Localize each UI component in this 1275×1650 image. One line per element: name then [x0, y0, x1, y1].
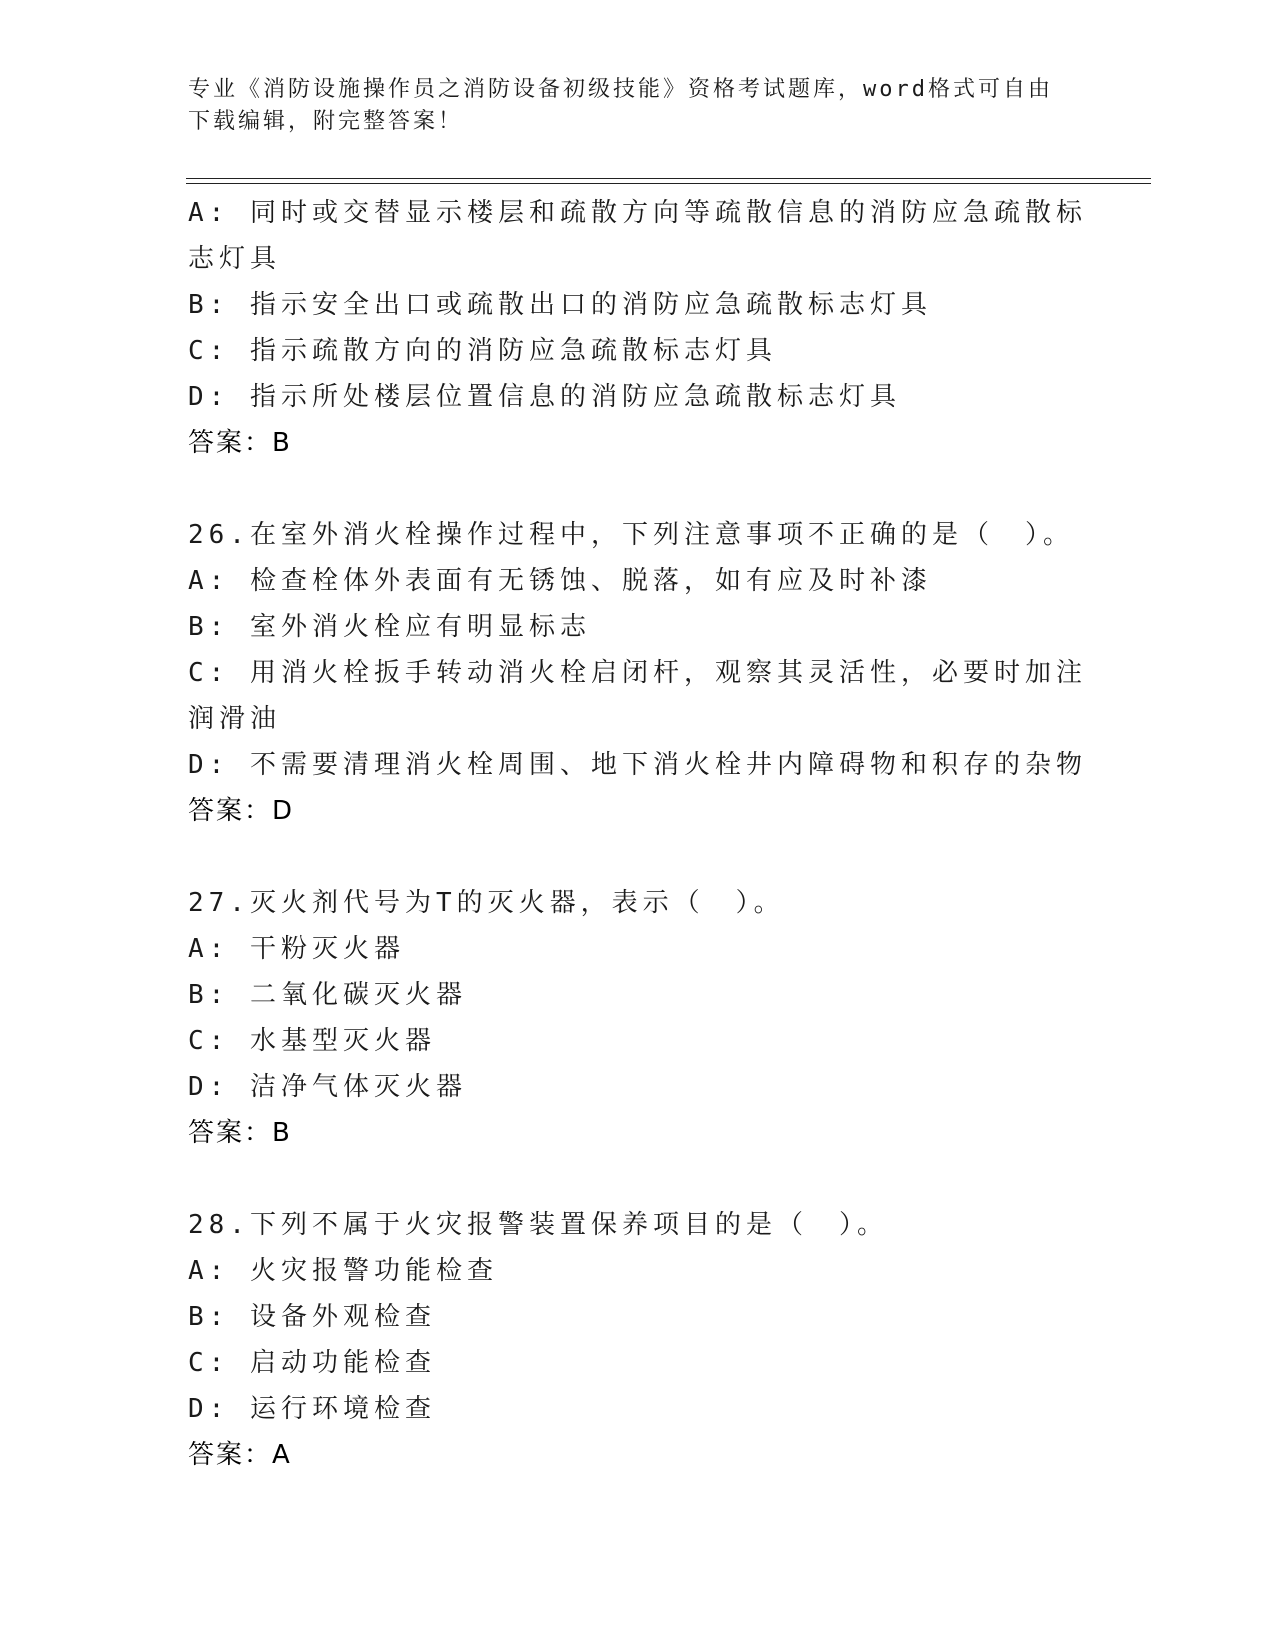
- option-d: D: 不需要清理消火栓周围、地下消火栓井内障碍物和积存的杂物: [188, 750, 1087, 780]
- option-b: B: 室外消火栓应有明显标志: [188, 612, 591, 642]
- spacer: [188, 466, 1088, 512]
- question-text: 26.在室外消火栓操作过程中，下列注意事项不正确的是（ ）。: [188, 520, 1074, 550]
- option-d: D: 运行环境检查: [188, 1394, 436, 1424]
- option-b: B: 二氧化碳灭火器: [188, 980, 467, 1010]
- question-text: 28.下列不属于火灾报警装置保养项目的是（ ）。: [188, 1210, 888, 1240]
- question-text: 27.灭火剂代号为T的灭火器，表示（ ）。: [188, 888, 785, 918]
- header-divider-top: [186, 178, 1151, 179]
- option-c: C: 指示疏散方向的消防应急疏散标志灯具: [188, 336, 777, 366]
- option-a: A: 火灾报警功能检查: [188, 1256, 498, 1286]
- answer-line: 答案：A: [188, 1440, 292, 1470]
- option-b: B: 指示安全出口或疏散出口的消防应急疏散标志灯具: [188, 290, 932, 320]
- document-header: 专业《消防设施操作员之消防设备初级技能》资格考试题库，word格式可自由下载编辑，附完整答案！: [188, 77, 1053, 134]
- option-a: A: 同时或交替显示楼层和疏散方向等疏散信息的消防应急疏散标志灯具: [188, 198, 1087, 274]
- spacer: [188, 834, 1088, 880]
- question-27: [188, 880, 1088, 1156]
- option-a: A: 干粉灭火器: [188, 934, 405, 964]
- option-b: B: 设备外观检查: [188, 1302, 436, 1332]
- answer-line: 答案：D: [188, 796, 295, 826]
- question-25: [188, 190, 1088, 466]
- option-d: D: 指示所处楼层位置信息的消防应急疏散标志灯具: [188, 382, 901, 412]
- option-c: C: 用消火栓扳手转动消火栓启闭杆，观察其灵活性，必要时加注润滑油: [188, 658, 1087, 734]
- answer-line: 答案：B: [188, 1118, 292, 1148]
- option-d: D: 洁净气体灭火器: [188, 1072, 467, 1102]
- question-26: [188, 512, 1088, 834]
- option-a: A: 检查栓体外表面有无锈蚀、脱落，如有应及时补漆: [188, 566, 932, 596]
- header-divider-bottom: [186, 183, 1151, 184]
- answer-line: 答案：B: [188, 428, 292, 458]
- option-c: C: 水基型灭火器: [188, 1026, 436, 1056]
- question-list: [188, 190, 1088, 1478]
- question-28: [188, 1202, 1088, 1478]
- option-c: C: 启动功能检查: [188, 1348, 436, 1378]
- spacer: [188, 1156, 1088, 1202]
